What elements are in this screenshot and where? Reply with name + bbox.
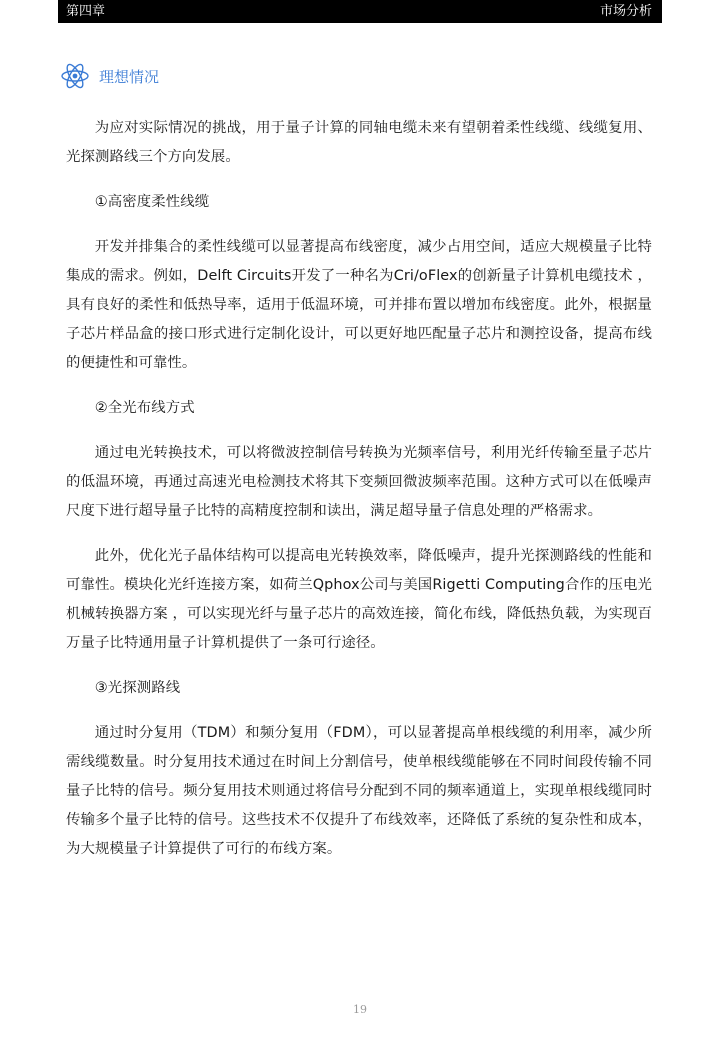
body-text — [66, 114, 652, 880]
subheading-optical-detection: ③光探测路线 — [94, 680, 181, 696]
page-header — [58, 0, 662, 23]
page-number: 19 — [353, 1003, 367, 1016]
chapter-label: 第四章 — [66, 4, 106, 19]
paragraph-flexible-cable: 开发并排集合的柔性线缆可以显著提高布线密度，减少占用空间，适应大规模量子比特集成的需求。例如，Delft Circuits开发了一种名为Cri/oFlex的创新量子计算机电缆技术 ，具有良好的柔性和低热导率，适用于低温环境，可并排布置以增加布线密度。此外，根据量子芯片样品盒的接口形式进行定制化设计，可以更好地匹配量子芯片和测控设备，提高布线的便捷性和可靠性。 — [66, 239, 652, 371]
subheading-optical-wiring: ②全光布线方式 — [94, 400, 195, 416]
section-label: 市场分析 — [599, 4, 652, 19]
paragraph-multiplexing: 通过时分复用（TDM）和频分复用（FDM），可以显著提高单根线缆的利用率，减少所需线缆数量。时分复用技术通过在时间上分割信号，使单根线缆能够在不同时间段传输不同量子比特的信号。频分复用技术则通过将信号分配到不同的频率通道上，实现单根线缆同时传输多个量子比特的信号。这些技术不仅提升了布线效率，还降低了系统的复杂性和成本，为大规模量子计算提供了可行的布线方案。 — [66, 725, 652, 857]
paragraph-optical-wiring: 通过电光转换技术，可以将微波控制信号转换为光频率信号，利用光纤传输至量子芯片的低温环境，再通过高速光电检测技术将其下变频回微波频率范围。这种方式可以在低噪声尺度下进行超导量子比特的高精度控制和读出，满足超导量子信息处理的严格需求。 — [66, 445, 652, 519]
paragraph-intro: 为应对实际情况的挑战，用于量子计算的同轴电缆未来有望朝着柔性线缆、线缆复用、光探测路线三个方向发展。 — [66, 120, 652, 165]
paragraph-optical-module: 此外，优化光子晶体结构可以提高电光转换效率，降低噪声，提升光探测路线的性能和可靠性。模块化光纤连接方案，如荷兰Qphox公司与美国Rigetti Computing合作的压电光机械转换器方案 ，可以实现光纤与量子芯片的高效连接，简化布线，降低热负载，为实现百万量子比特通用量子计算机提供了一条可行途径。 — [66, 548, 652, 651]
section-title: 理想情况 — [99, 67, 160, 86]
subheading-flexible-cable: ①高密度柔性线缆 — [94, 194, 210, 210]
atom-icon — [60, 62, 90, 90]
section-heading — [60, 62, 159, 90]
